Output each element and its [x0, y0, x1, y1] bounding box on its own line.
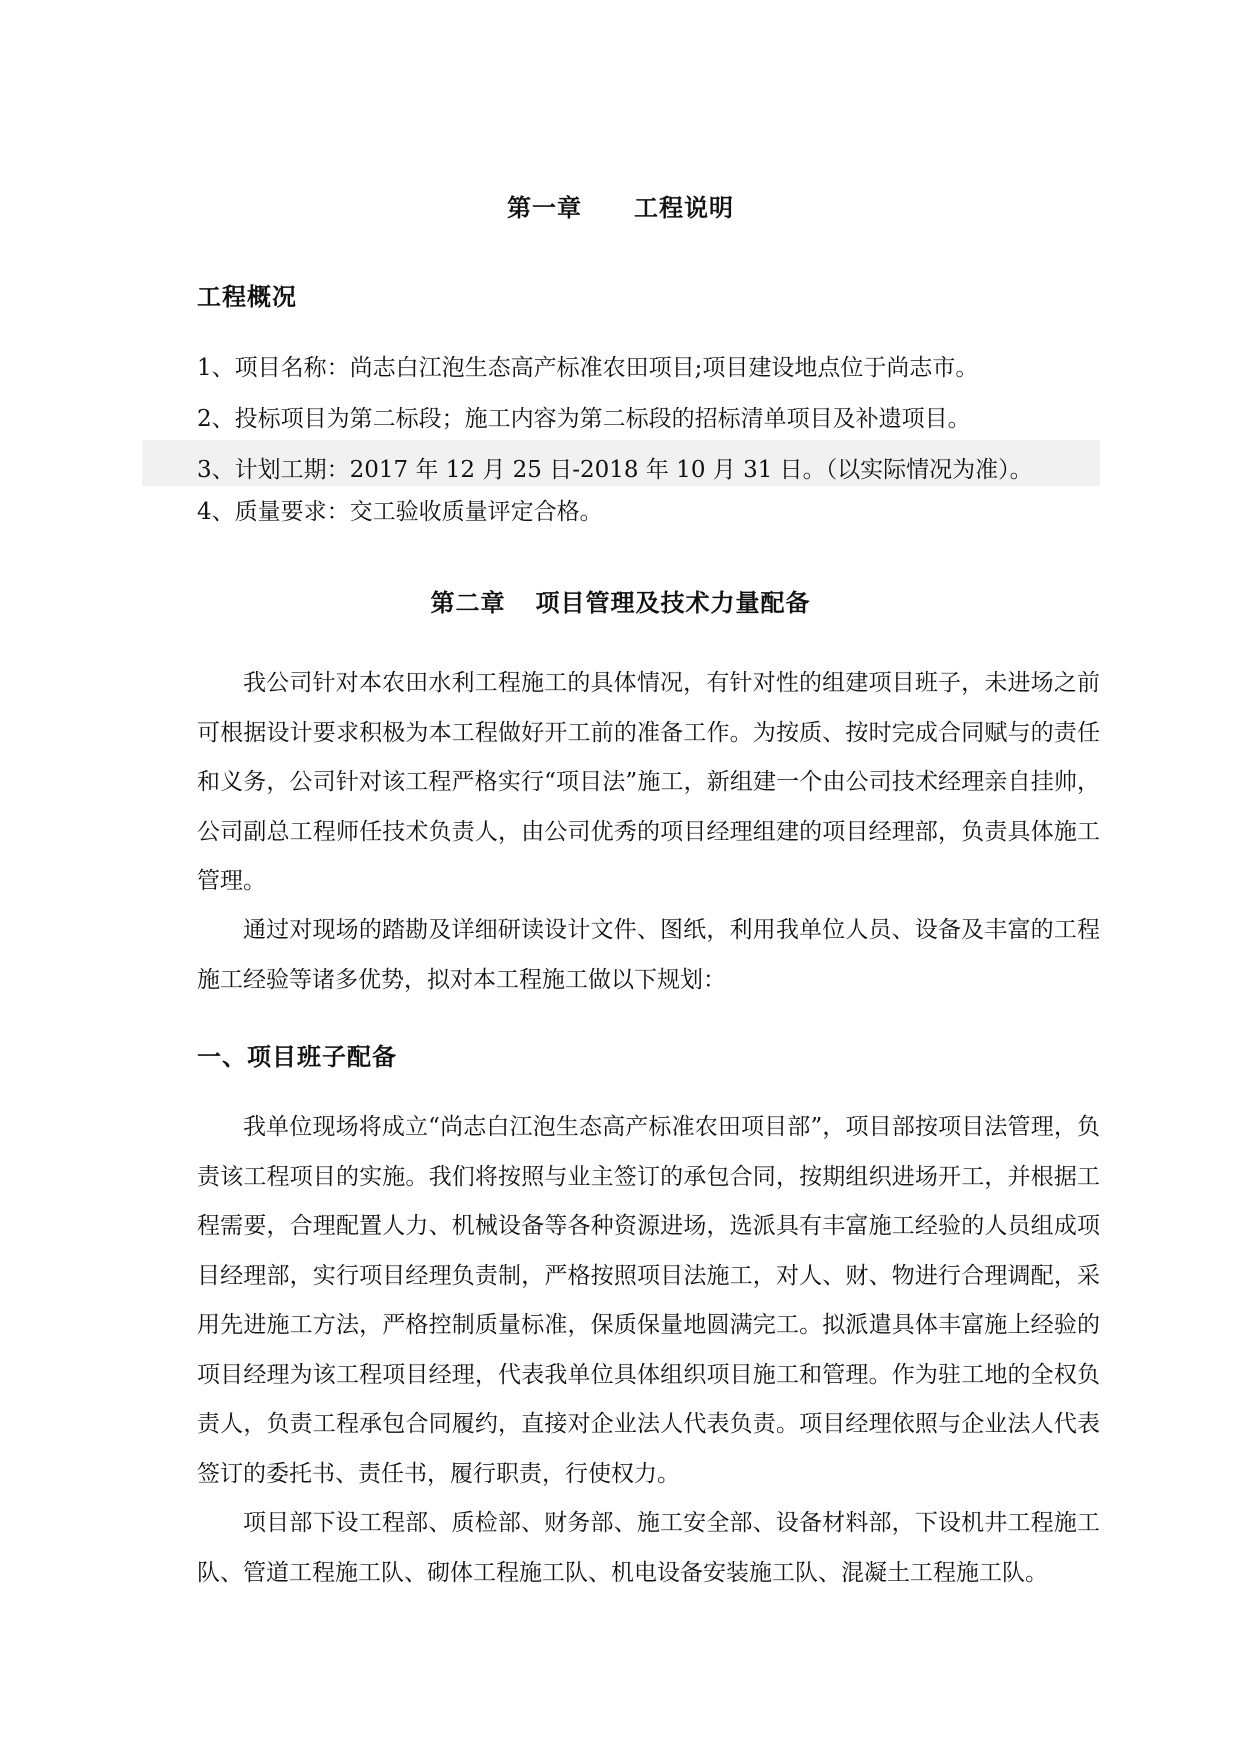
chapter-2-heading	[0, 583, 1241, 618]
section-1-paragraph-2: 项目部下设工程部、质检部、财务部、施工安全部、设备材料部，下设机井工程施工队、管道工程施工队、砌体工程施工队、机电设备安装施工队、混凝土工程施工队。	[197, 1510, 1100, 1586]
chapter-1-heading	[0, 188, 1241, 223]
overview-item-3: 3、计划工期：2017 年 12 月 25 日-2018 年 10 月 31 日。（以实际情况为准）。	[197, 457, 1033, 483]
section-1-paragraph-1: 我单位现场将成立“尚志白江泡生态高产标准农田项目部”，项目部按项目法管理，负责该工程项目的实施。我们将按照与业主签订的承包合同，按期组织进场开工，并根据工程需要，合理配置人力、机械设备等各种资源进场，选派具有丰富施工经验的人员组成项目经理部，实行项目经理负责制，严格按照项目法施工，对人、财、物进行合理调配，采用先进施工方法，严格控制质量标准，保质保量地圆满完工。拟派遣具体丰富施上经验的项目经理为该工程项目经理，代表我单位具体组织项目施工和管理。作为驻工地的全权负责人，负责工程承包合同履约，直接对企业法人代表负责。项目经理依照与企业法人代表签订的委托书、责任书，履行职责，行使权力。	[197, 1114, 1100, 1487]
chapter-1-title: 工程说明	[634, 194, 734, 222]
chapter-1-number: 第一章	[507, 194, 582, 222]
chapter-2-title: 项目管理及技术力量配备	[535, 589, 811, 617]
overview-item-1: 1、项目名称：尚志白江泡生态高产标准农田项目;项目建设地点位于尚志市。	[197, 355, 979, 381]
section-1-heading: 一、项目班子配备	[197, 1043, 397, 1071]
chapter-2-paragraph-1: 我公司针对本农田水利工程施工的具体情况，有针对性的组建项目班子，未进场之前可根据设计要求积极为本工程做好开工前的准备工作。为按质、按时完成合同赋与的责任和义务，公司针对该工程严格实行“项目法”施工，新组建一个由公司技术经理亲自挂帅，公司副总工程师任技术负责人，由公司优秀的项目经理组建的项目经理部，负责具体施工管理。	[197, 670, 1100, 894]
overview-item-4: 4、质量要求：交工验收质量评定合格。	[197, 499, 603, 525]
overview-item-2: 2、投标项目为第二标段；施工内容为第二标段的招标清单项目及补遗项目。	[197, 406, 971, 432]
chapter-2-number: 第二章	[430, 589, 506, 617]
overview-heading: 工程概况	[197, 283, 297, 311]
chapter-2-paragraph-2: 通过对现场的踏勘及详细研读设计文件、图纸，利用我单位人员、设备及丰富的工程施工经验等诸多优势，拟对本工程施工做以下规划：	[197, 917, 1100, 993]
